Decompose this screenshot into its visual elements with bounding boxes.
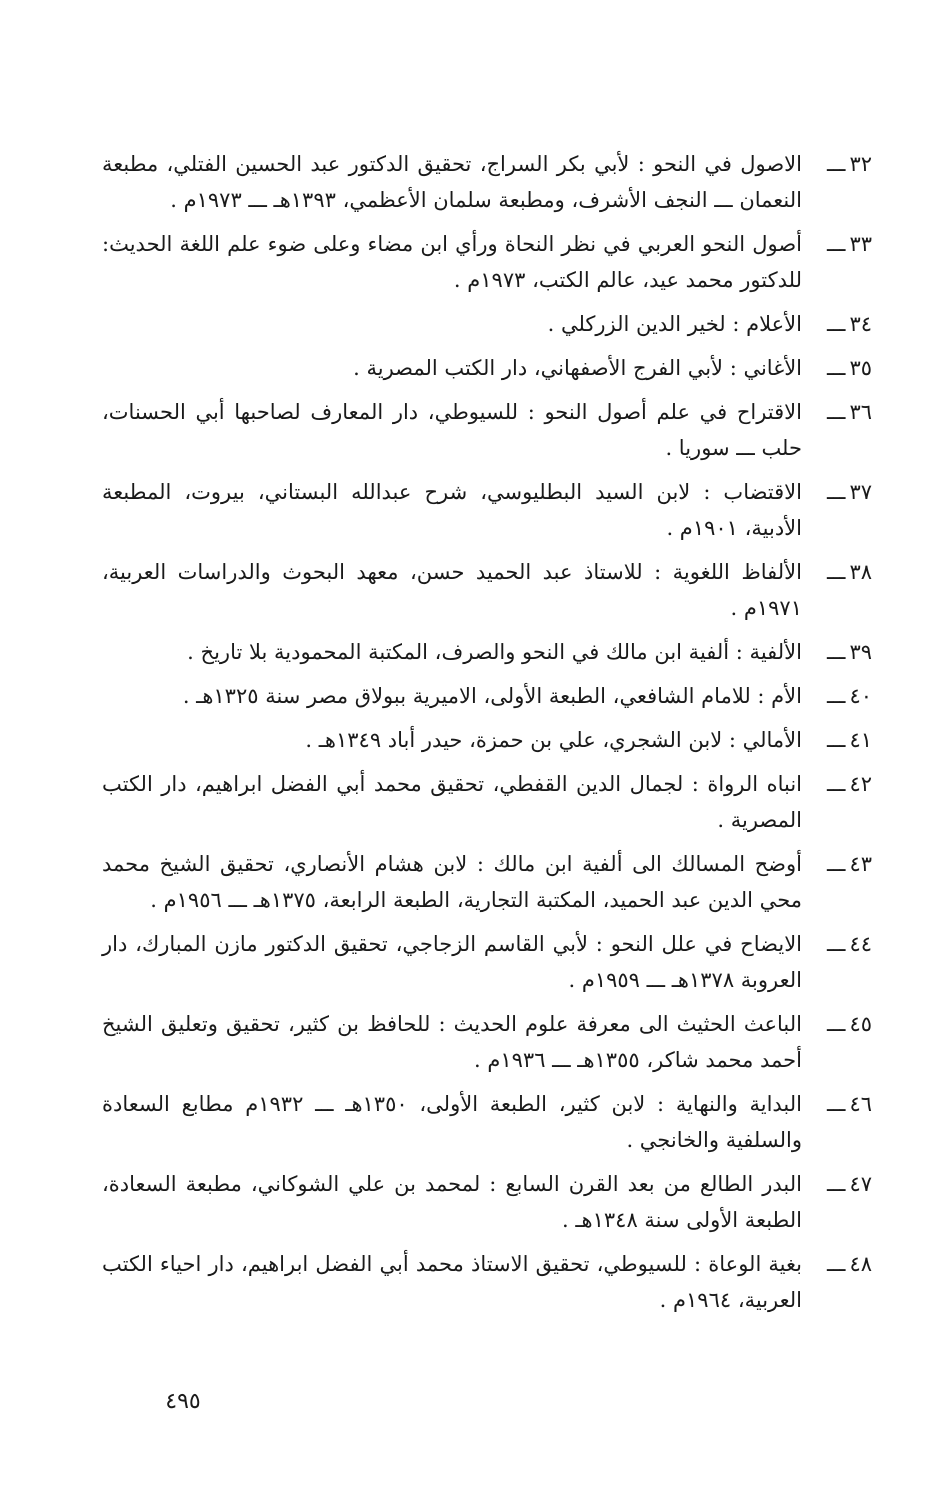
reference-entry: [102, 926, 872, 998]
reference-entry: [102, 394, 872, 466]
entry-text: الاقتراح في علم أصول النحو : للسيوطي، دار المعارف لصاحبها أبي الحسنات، حلب ـــ سوريا .: [102, 400, 802, 460]
reference-entry: [102, 634, 872, 670]
reference-entry: [102, 766, 872, 838]
entry-dash: ـــ: [826, 852, 846, 876]
entry-number-value: ٤٧: [849, 1172, 872, 1196]
entry-text: انباه الرواة : لجمال الدين القفطي، تحقيق محمد أبي الفضل ابراهيم، دار الكتب المصرية .: [102, 772, 802, 832]
entry-number-value: ٤٦: [849, 1092, 872, 1116]
entry-dash: ـــ: [826, 312, 846, 336]
reference-entry: [102, 846, 872, 918]
entry-number: [802, 846, 872, 882]
entry-number: [802, 1086, 872, 1122]
entry-text: الأمالي : لابن الشجري، علي بن حمزة، حيدر أباد ١٣٤٩هـ .: [305, 728, 802, 752]
reference-entry: [102, 1006, 872, 1078]
entry-text: أوضح المسالك الى ألفية ابن مالك : لابن هشام الأنصاري، تحقيق الشيخ محمد محي الدين عبد الحميد، المكتبة التجارية، الطبعة الرابعة، ١٣٧٥هـ ـــ ١٩٥٦م .: [102, 852, 802, 912]
entry-text: بغية الوعاة : للسيوطي، تحقيق الاستاذ محمد أبي الفضل ابراهيم، دار احياء الكتب العربية، ١٩٦٤م .: [102, 1252, 802, 1312]
reference-entry: [102, 350, 872, 386]
reference-entry: [102, 678, 872, 714]
entry-dash: ـــ: [826, 1172, 846, 1196]
entry-text: البدر الطالع من بعد القرن السابع : لمحمد بن علي الشوكاني، مطبعة السعادة، الطبعة الأولى سنة ١٣٤٨هـ .: [102, 1172, 802, 1232]
entry-number: [802, 722, 872, 758]
reference-entry: [102, 1246, 872, 1318]
entry-number: [802, 306, 872, 342]
entry-number-value: ٣٦: [849, 400, 872, 424]
entry-number-value: ٣٢: [849, 152, 872, 176]
entry-dash: ـــ: [826, 356, 846, 380]
entry-number-value: ٤٨: [849, 1252, 872, 1276]
entry-number-value: ٤٢: [849, 772, 872, 796]
entry-number: [802, 926, 872, 962]
reference-entry: [102, 1086, 872, 1158]
reference-entry: [102, 1166, 872, 1238]
entry-dash: ـــ: [826, 480, 846, 504]
entry-number: [802, 766, 872, 802]
entry-dash: ـــ: [826, 728, 846, 752]
entry-dash: ـــ: [826, 152, 846, 176]
entry-dash: ـــ: [826, 232, 846, 256]
entry-number-value: ٤٤: [849, 932, 872, 956]
page-number: ٤٩٥: [165, 1389, 201, 1414]
entry-dash: ـــ: [826, 1092, 846, 1116]
entry-text: الأم : للامام الشافعي، الطبعة الأولى، الاميرية ببولاق مصر سنة ١٣٢٥هـ .: [182, 684, 802, 708]
entry-number: [802, 226, 872, 262]
entry-text: الاصول في النحو : لأبي بكر السراج، تحقيق الدكتور عبد الحسين الفتلي، مطبعة النعمان ـــ النجف الأشرف، ومطبعة سلمان الأعظمي، ١٣٩٣هـ ـــ ١٩٧٣م .: [102, 152, 802, 212]
entry-text: الأعلام : لخير الدين الزركلي .: [547, 312, 802, 336]
entry-number-value: ٤٣: [849, 852, 872, 876]
entry-number-value: ٣٤: [849, 312, 872, 336]
entry-number-value: ٤١: [849, 728, 872, 752]
entry-number-value: ٣٧: [849, 480, 872, 504]
entry-number: [802, 394, 872, 430]
reference-entry: [102, 554, 872, 626]
entry-text: الايضاح في علل النحو : لأبي القاسم الزجاجي، تحقيق الدكتور مازن المبارك، دار العروبة ١٣٧٨هـ ـــ ١٩٥٩م .: [102, 932, 802, 992]
reference-entry: [102, 306, 872, 342]
reference-entry: [102, 146, 872, 218]
entry-number-value: ٤٥: [849, 1012, 872, 1036]
entry-dash: ـــ: [826, 400, 846, 424]
entry-text: أصول النحو العربي في نظر النحاة ورأي ابن مضاء وعلى ضوء علم اللغة الحديث: للدكتور محمد عيد، عالم الكتب، ١٩٧٣م .: [102, 232, 802, 292]
entry-text: الألفاظ اللغوية : للاستاذ عبد الحميد حسن، معهد البحوث والدراسات العربية، ١٩٧١م .: [102, 560, 802, 620]
entry-number: [802, 678, 872, 714]
entry-text: الاقتضاب : لابن السيد البطليوسي، شرح عبدالله البستاني، بيروت، المطبعة الأدبية، ١٩٠١م .: [102, 480, 802, 540]
reference-entry: [102, 722, 872, 758]
entry-number: [802, 146, 872, 182]
entry-number: [802, 1166, 872, 1202]
entry-dash: ـــ: [826, 560, 846, 584]
entry-number: [802, 474, 872, 510]
entry-number: [802, 1246, 872, 1282]
entry-number: [802, 554, 872, 590]
entry-dash: ـــ: [826, 1012, 846, 1036]
reference-entry: [102, 474, 872, 546]
entry-dash: ـــ: [826, 640, 846, 664]
entry-text: الباعث الحثيث الى معرفة علوم الحديث : للحافظ بن كثير، تحقيق وتعليق الشيخ أحمد محمد شاكر، ١٣٥٥هـ ـــ ١٩٣٦م .: [102, 1012, 802, 1072]
entry-dash: ـــ: [826, 932, 846, 956]
entry-text: الألفية : ألفية ابن مالك في النحو والصرف، المكتبة المحمودية بلا تاريخ .: [187, 640, 802, 664]
entry-number: [802, 350, 872, 386]
entry-number-value: ٣٨: [849, 560, 872, 584]
entry-dash: ـــ: [826, 1252, 846, 1276]
references-list: [102, 146, 872, 1326]
reference-entry: [102, 226, 872, 298]
entry-text: الأغاني : لأبي الفرج الأصفهاني، دار الكتب المصرية .: [353, 356, 802, 380]
entry-number: [802, 1006, 872, 1042]
entry-number-value: ٤٠: [849, 684, 872, 708]
entry-dash: ـــ: [826, 684, 846, 708]
entry-number-value: ٣٣: [849, 232, 872, 256]
entry-number: [802, 634, 872, 670]
entry-text: البداية والنهاية : لابن كثير، الطبعة الأولى، ١٣٥٠هـ ـــ ١٩٣٢م مطابع السعادة والسلفية والخانجي .: [102, 1092, 802, 1152]
entry-number-value: ٣٩: [849, 640, 872, 664]
entry-dash: ـــ: [826, 772, 846, 796]
entry-number-value: ٣٥: [849, 356, 872, 380]
